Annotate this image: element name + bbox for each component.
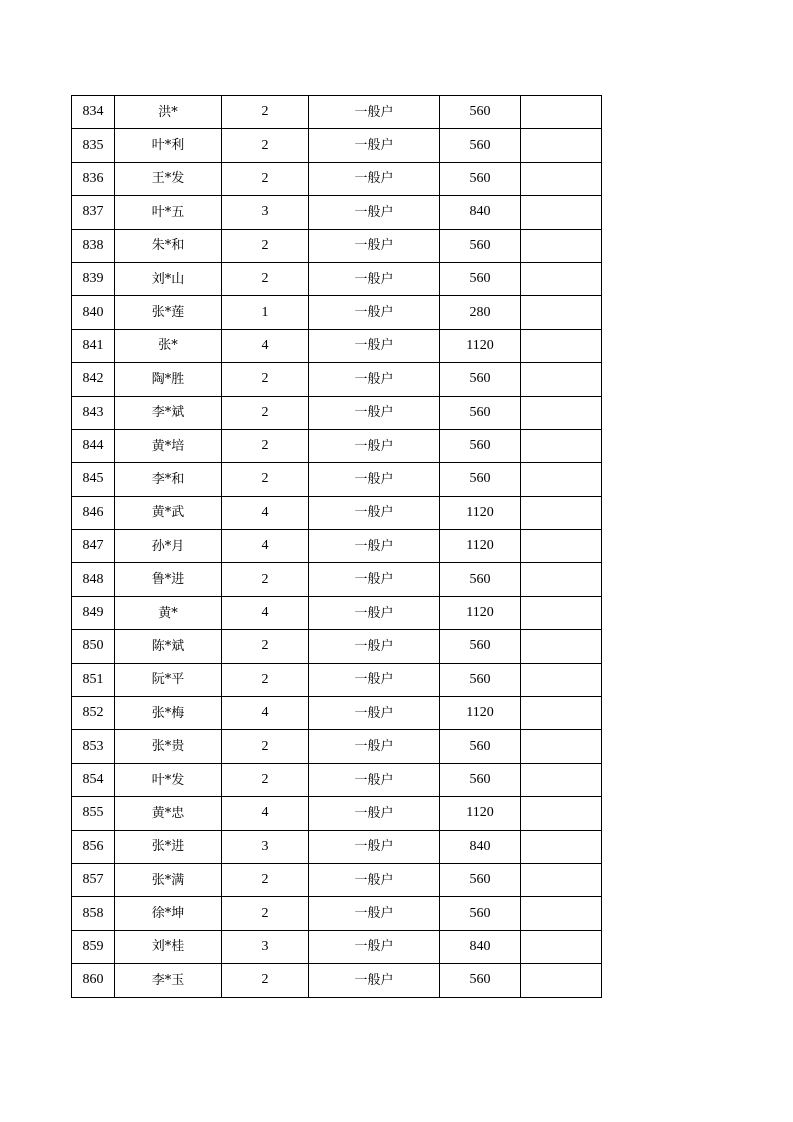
remark-cell bbox=[521, 162, 602, 195]
amount-cell: 560 bbox=[440, 262, 521, 295]
amount-cell: 560 bbox=[440, 396, 521, 429]
name-cell: 刘*桂 bbox=[115, 930, 222, 963]
name-cell: 孙*月 bbox=[115, 530, 222, 563]
amount-cell: 560 bbox=[440, 663, 521, 696]
amount-cell: 560 bbox=[440, 964, 521, 997]
remark-cell bbox=[521, 863, 602, 896]
amount-cell: 560 bbox=[440, 730, 521, 763]
name-cell: 陈*斌 bbox=[115, 630, 222, 663]
table-row bbox=[72, 530, 602, 563]
name-cell: 张*进 bbox=[115, 830, 222, 863]
name-cell: 张*莲 bbox=[115, 296, 222, 329]
member-count-cell: 1 bbox=[222, 296, 309, 329]
table-row bbox=[72, 196, 602, 229]
serial-number-cell: 853 bbox=[72, 730, 115, 763]
table-row bbox=[72, 797, 602, 830]
household-type-cell: 一般户 bbox=[309, 663, 440, 696]
table-row bbox=[72, 663, 602, 696]
amount-cell: 560 bbox=[440, 463, 521, 496]
household-type-cell: 一般户 bbox=[309, 763, 440, 796]
amount-cell: 560 bbox=[440, 763, 521, 796]
name-cell: 陶*胜 bbox=[115, 363, 222, 396]
serial-number-cell: 840 bbox=[72, 296, 115, 329]
amount-cell: 560 bbox=[440, 630, 521, 663]
remark-cell bbox=[521, 296, 602, 329]
name-cell: 张* bbox=[115, 329, 222, 362]
household-type-cell: 一般户 bbox=[309, 329, 440, 362]
member-count-cell: 2 bbox=[222, 863, 309, 896]
serial-number-cell: 854 bbox=[72, 763, 115, 796]
household-type-cell: 一般户 bbox=[309, 162, 440, 195]
table-row bbox=[72, 429, 602, 462]
member-count-cell: 2 bbox=[222, 363, 309, 396]
serial-number-cell: 855 bbox=[72, 797, 115, 830]
table-row bbox=[72, 630, 602, 663]
remark-cell bbox=[521, 229, 602, 262]
serial-number-cell: 837 bbox=[72, 196, 115, 229]
household-type-cell: 一般户 bbox=[309, 463, 440, 496]
member-count-cell: 3 bbox=[222, 930, 309, 963]
household-type-cell: 一般户 bbox=[309, 863, 440, 896]
name-cell: 鲁*进 bbox=[115, 563, 222, 596]
household-type-cell: 一般户 bbox=[309, 897, 440, 930]
amount-cell: 1120 bbox=[440, 329, 521, 362]
amount-cell: 1120 bbox=[440, 697, 521, 730]
table-row bbox=[72, 830, 602, 863]
household-type-cell: 一般户 bbox=[309, 730, 440, 763]
amount-cell: 280 bbox=[440, 296, 521, 329]
remark-cell bbox=[521, 363, 602, 396]
remark-cell bbox=[521, 830, 602, 863]
name-cell: 王*发 bbox=[115, 162, 222, 195]
table-row bbox=[72, 964, 602, 997]
member-count-cell: 2 bbox=[222, 563, 309, 596]
household-type-cell: 一般户 bbox=[309, 530, 440, 563]
household-type-cell: 一般户 bbox=[309, 964, 440, 997]
table-row bbox=[72, 763, 602, 796]
serial-number-cell: 844 bbox=[72, 429, 115, 462]
remark-cell bbox=[521, 797, 602, 830]
remark-cell bbox=[521, 697, 602, 730]
amount-cell: 1120 bbox=[440, 496, 521, 529]
amount-cell: 560 bbox=[440, 563, 521, 596]
serial-number-cell: 858 bbox=[72, 897, 115, 930]
name-cell: 张*满 bbox=[115, 863, 222, 896]
remark-cell bbox=[521, 596, 602, 629]
household-type-cell: 一般户 bbox=[309, 496, 440, 529]
serial-number-cell: 856 bbox=[72, 830, 115, 863]
table-row bbox=[72, 329, 602, 362]
name-cell: 张*贵 bbox=[115, 730, 222, 763]
amount-cell: 840 bbox=[440, 930, 521, 963]
household-type-cell: 一般户 bbox=[309, 797, 440, 830]
serial-number-cell: 852 bbox=[72, 697, 115, 730]
table-row bbox=[72, 730, 602, 763]
household-subsidy-table bbox=[71, 95, 602, 998]
serial-number-cell: 842 bbox=[72, 363, 115, 396]
member-count-cell: 2 bbox=[222, 663, 309, 696]
amount-cell: 1120 bbox=[440, 797, 521, 830]
household-type-cell: 一般户 bbox=[309, 196, 440, 229]
member-count-cell: 2 bbox=[222, 763, 309, 796]
name-cell: 黄* bbox=[115, 596, 222, 629]
serial-number-cell: 850 bbox=[72, 630, 115, 663]
household-type-cell: 一般户 bbox=[309, 429, 440, 462]
table-row bbox=[72, 496, 602, 529]
name-cell: 李*玉 bbox=[115, 964, 222, 997]
household-type-cell: 一般户 bbox=[309, 363, 440, 396]
household-type-cell: 一般户 bbox=[309, 296, 440, 329]
member-count-cell: 3 bbox=[222, 830, 309, 863]
remark-cell bbox=[521, 129, 602, 162]
remark-cell bbox=[521, 930, 602, 963]
serial-number-cell: 835 bbox=[72, 129, 115, 162]
table-row bbox=[72, 162, 602, 195]
remark-cell bbox=[521, 262, 602, 295]
table-row bbox=[72, 930, 602, 963]
member-count-cell: 4 bbox=[222, 496, 309, 529]
name-cell: 叶*五 bbox=[115, 196, 222, 229]
amount-cell: 840 bbox=[440, 196, 521, 229]
member-count-cell: 2 bbox=[222, 964, 309, 997]
table-row bbox=[72, 396, 602, 429]
remark-cell bbox=[521, 530, 602, 563]
serial-number-cell: 834 bbox=[72, 96, 115, 129]
household-type-cell: 一般户 bbox=[309, 229, 440, 262]
serial-number-cell: 836 bbox=[72, 162, 115, 195]
household-type-cell: 一般户 bbox=[309, 830, 440, 863]
name-cell: 洪* bbox=[115, 96, 222, 129]
table-row bbox=[72, 296, 602, 329]
serial-number-cell: 848 bbox=[72, 563, 115, 596]
amount-cell: 560 bbox=[440, 129, 521, 162]
name-cell: 叶*发 bbox=[115, 763, 222, 796]
remark-cell bbox=[521, 964, 602, 997]
serial-number-cell: 846 bbox=[72, 496, 115, 529]
name-cell: 叶*利 bbox=[115, 129, 222, 162]
household-type-cell: 一般户 bbox=[309, 563, 440, 596]
name-cell: 李*斌 bbox=[115, 396, 222, 429]
member-count-cell: 2 bbox=[222, 129, 309, 162]
household-type-cell: 一般户 bbox=[309, 596, 440, 629]
remark-cell bbox=[521, 329, 602, 362]
table-row bbox=[72, 129, 602, 162]
table-row bbox=[72, 229, 602, 262]
member-count-cell: 2 bbox=[222, 630, 309, 663]
name-cell: 黄*培 bbox=[115, 429, 222, 462]
amount-cell: 560 bbox=[440, 96, 521, 129]
household-type-cell: 一般户 bbox=[309, 96, 440, 129]
serial-number-cell: 847 bbox=[72, 530, 115, 563]
member-count-cell: 2 bbox=[222, 730, 309, 763]
remark-cell bbox=[521, 429, 602, 462]
remark-cell bbox=[521, 663, 602, 696]
amount-cell: 560 bbox=[440, 162, 521, 195]
remark-cell bbox=[521, 196, 602, 229]
table-row bbox=[72, 863, 602, 896]
name-cell: 黄*忠 bbox=[115, 797, 222, 830]
household-type-cell: 一般户 bbox=[309, 129, 440, 162]
amount-cell: 560 bbox=[440, 897, 521, 930]
member-count-cell: 4 bbox=[222, 596, 309, 629]
household-type-cell: 一般户 bbox=[309, 930, 440, 963]
remark-cell bbox=[521, 730, 602, 763]
table-row bbox=[72, 363, 602, 396]
amount-cell: 1120 bbox=[440, 530, 521, 563]
member-count-cell: 2 bbox=[222, 262, 309, 295]
serial-number-cell: 838 bbox=[72, 229, 115, 262]
remark-cell bbox=[521, 463, 602, 496]
member-count-cell: 4 bbox=[222, 797, 309, 830]
name-cell: 徐*坤 bbox=[115, 897, 222, 930]
member-count-cell: 4 bbox=[222, 697, 309, 730]
member-count-cell: 2 bbox=[222, 463, 309, 496]
member-count-cell: 2 bbox=[222, 897, 309, 930]
table-row bbox=[72, 262, 602, 295]
table-row bbox=[72, 563, 602, 596]
member-count-cell: 4 bbox=[222, 329, 309, 362]
serial-number-cell: 849 bbox=[72, 596, 115, 629]
member-count-cell: 2 bbox=[222, 229, 309, 262]
member-count-cell: 3 bbox=[222, 196, 309, 229]
remark-cell bbox=[521, 763, 602, 796]
household-type-cell: 一般户 bbox=[309, 697, 440, 730]
remark-cell bbox=[521, 96, 602, 129]
serial-number-cell: 860 bbox=[72, 964, 115, 997]
table-body bbox=[72, 96, 602, 998]
household-type-cell: 一般户 bbox=[309, 262, 440, 295]
member-count-cell: 2 bbox=[222, 96, 309, 129]
member-count-cell: 4 bbox=[222, 530, 309, 563]
name-cell: 李*和 bbox=[115, 463, 222, 496]
member-count-cell: 2 bbox=[222, 162, 309, 195]
table-row bbox=[72, 897, 602, 930]
serial-number-cell: 839 bbox=[72, 262, 115, 295]
amount-cell: 1120 bbox=[440, 596, 521, 629]
household-type-cell: 一般户 bbox=[309, 396, 440, 429]
member-count-cell: 2 bbox=[222, 396, 309, 429]
amount-cell: 560 bbox=[440, 229, 521, 262]
remark-cell bbox=[521, 897, 602, 930]
serial-number-cell: 859 bbox=[72, 930, 115, 963]
serial-number-cell: 857 bbox=[72, 863, 115, 896]
table-row bbox=[72, 96, 602, 129]
amount-cell: 560 bbox=[440, 863, 521, 896]
name-cell: 刘*山 bbox=[115, 262, 222, 295]
household-type-cell: 一般户 bbox=[309, 630, 440, 663]
name-cell: 张*梅 bbox=[115, 697, 222, 730]
amount-cell: 560 bbox=[440, 429, 521, 462]
serial-number-cell: 841 bbox=[72, 329, 115, 362]
amount-cell: 560 bbox=[440, 363, 521, 396]
remark-cell bbox=[521, 630, 602, 663]
member-count-cell: 2 bbox=[222, 429, 309, 462]
table-row bbox=[72, 596, 602, 629]
serial-number-cell: 851 bbox=[72, 663, 115, 696]
table-row bbox=[72, 463, 602, 496]
remark-cell bbox=[521, 563, 602, 596]
serial-number-cell: 845 bbox=[72, 463, 115, 496]
name-cell: 黄*武 bbox=[115, 496, 222, 529]
table-row bbox=[72, 697, 602, 730]
serial-number-cell: 843 bbox=[72, 396, 115, 429]
remark-cell bbox=[521, 496, 602, 529]
remark-cell bbox=[521, 396, 602, 429]
name-cell: 朱*和 bbox=[115, 229, 222, 262]
amount-cell: 840 bbox=[440, 830, 521, 863]
name-cell: 阮*平 bbox=[115, 663, 222, 696]
